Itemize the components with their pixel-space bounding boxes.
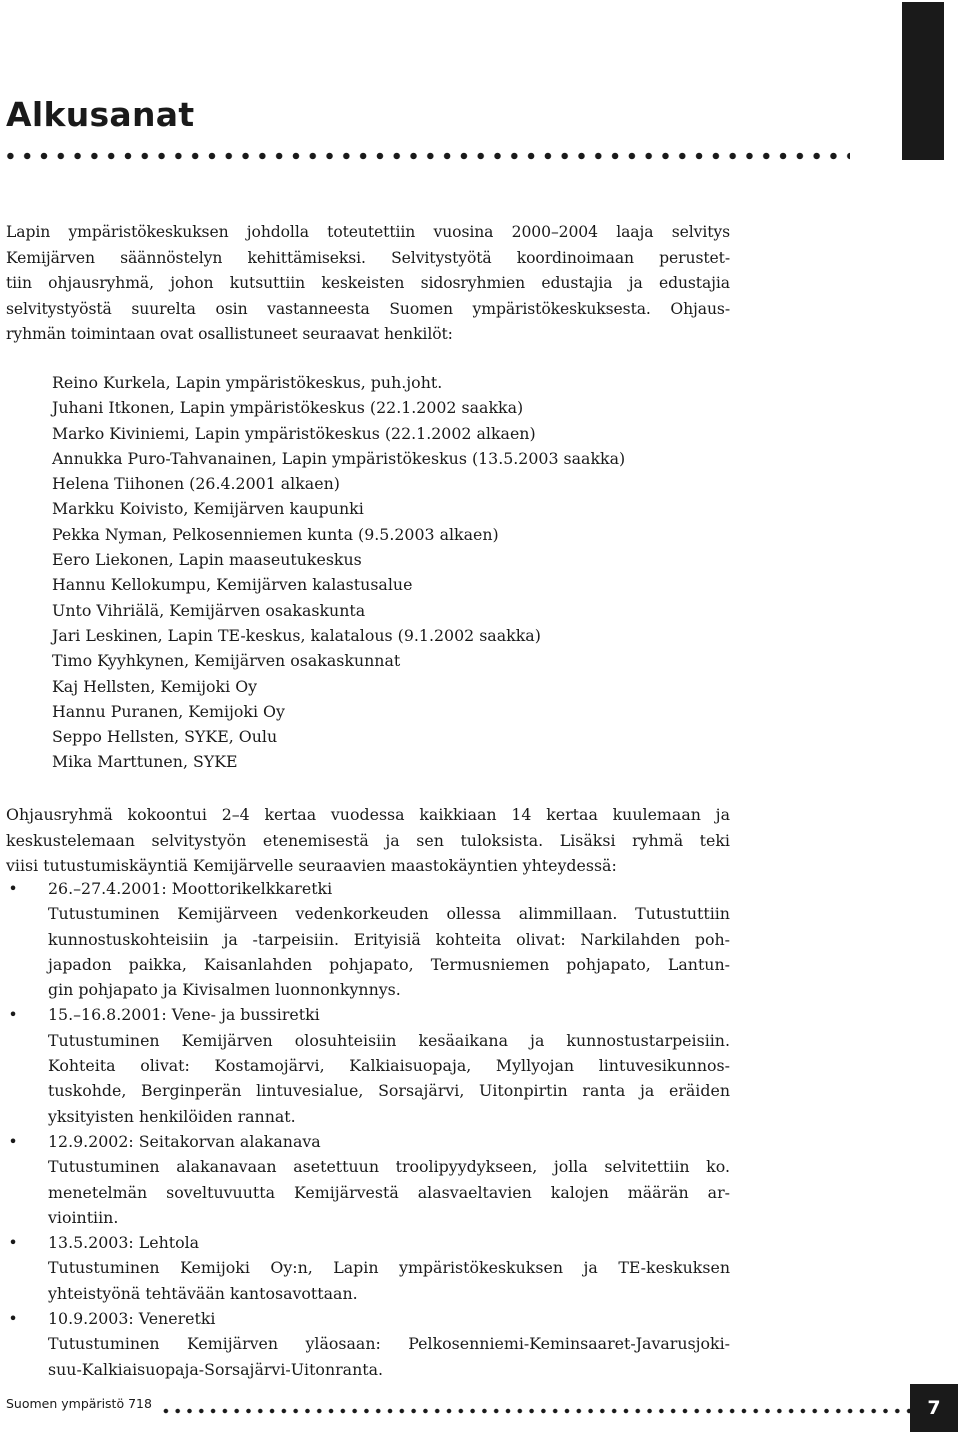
summary-line: keskustelemaan selvitystyön etenemisestä ja sen tuloksista. Lisäksi ryhmä teki	[6, 830, 730, 850]
visit-description-line: Tutustuminen Kemijärveen vedenkorkeuden ollessa alimmillaan. Tutustuttiin	[48, 904, 730, 924]
member-item: Reino Kurkela, Lapin ympäristökeskus, puh.joht.	[52, 373, 443, 392]
visit-description-line: yhteistyönä tehtävään kantosavottaan.	[48, 1283, 358, 1303]
summary-line: viisi tutustumiskäyntiä Kemijärvelle seuraavien maastokäyntien yhteydessä:	[6, 856, 617, 875]
member-item: Annukka Puro-Tahvanainen, Lapin ympäristökeskus (13.5.2003 saakka)	[52, 448, 626, 468]
intro-line: ryhmän toimintaan ovat osallistuneet seuraavat henkilöt:	[6, 325, 453, 343]
intro-line: Kemijärven säännöstelyn kehittämiseksi. Selvitystyötä koordinoimaan perustet-	[6, 248, 730, 267]
member-item: Timo Kyyhkynen, Kemijärven osakaskunnat	[52, 651, 401, 671]
steering-group-member-list	[52, 370, 625, 775]
field-visit-item	[6, 1230, 730, 1306]
page-number: 7	[927, 1397, 941, 1419]
visit-description-line: menetelmän soveltuvuutta Kemijärvestä alasvaeltavien kalojen määrän ar-	[48, 1182, 730, 1202]
member-item: Hannu Puranen, Kemijoki Oy	[52, 701, 285, 721]
meetings-paragraph	[6, 802, 730, 879]
member-item: Juhani Itkonen, Lapin ympäristökeskus (22.1.2002 saakka)	[52, 398, 524, 418]
visit-description-line: yksityisten henkilöiden rannat.	[48, 1106, 296, 1126]
visit-title: 26.–27.4.2001: Moottorikelkkaretki	[48, 879, 333, 898]
field-visit-list	[6, 876, 730, 1382]
member-item: Pekka Nyman, Pelkosenniemen kunta (9.5.2003 alkaen)	[52, 524, 499, 544]
visit-description-line: kunnostuskohteisiin ja -tarpeisiin. Erityisiä kohteita olivat: Narkilahden poh-	[48, 929, 730, 949]
visit-title: 12.9.2002: Seitakorvan alakanava	[48, 1131, 321, 1151]
visit-title: 13.5.2003: Lehtola	[48, 1233, 200, 1253]
member-item: Seppo Hellsten, SYKE, Oulu	[52, 727, 278, 747]
visit-title: 10.9.2003: Veneretki	[48, 1309, 216, 1329]
visit-title: 15.–16.8.2001: Vene- ja bussiretki	[48, 1005, 320, 1025]
visit-description-line: viointiin.	[48, 1207, 119, 1227]
field-visit-item	[6, 876, 730, 1002]
member-item: Hannu Kellokumpu, Kemijärven kalastusalue	[52, 575, 413, 595]
visit-description-line: japadon paikka, Kaisanlahden pohjapato, Termusniemen pohjapato, Lantun-	[48, 954, 730, 974]
page-heading: Alkusanat	[6, 95, 195, 134]
member-item: Jari Leskinen, Lapin TE-keskus, kalatalous (9.1.2002 saakka)	[52, 625, 541, 645]
visit-description-line: gin pohjapato ja Kivisalmen luonnonkynnys.	[48, 980, 401, 1000]
bullet-icon: •	[8, 879, 18, 898]
intro-line: selvitystyöstä suurelta osin vastanneesta Suomen ympäristökeskuksesta. Ohjaus-	[6, 299, 730, 318]
bullet-icon: •	[8, 1233, 18, 1253]
footer-publication-name: Suomen ympäristö 718	[6, 1396, 152, 1411]
footer-dotted-rule	[160, 1408, 910, 1414]
visit-description-line: Tutustuminen alakanavaan asetettuun troolipyydykseen, jolla selvitettiin ko.	[48, 1157, 730, 1177]
visit-description-line: tuskohde, Berginperän lintuvesialue, Sorsajärvi, Uitonpirtin ranta ja eräiden	[48, 1081, 730, 1101]
visit-description-line: Tutustuminen Kemijärven yläosaan: Pelkosenniemi-Keminsaaret-Javarusjoki-	[48, 1334, 730, 1354]
section-tab-marker	[902, 2, 944, 160]
field-visit-item	[6, 1306, 730, 1382]
page-number-badge	[910, 1384, 958, 1432]
member-item: Unto Vihriälä, Kemijärven osakaskunta	[52, 600, 366, 620]
field-visit-item	[6, 1002, 730, 1128]
member-item: Kaj Hellsten, Kemijoki Oy	[52, 676, 258, 696]
bullet-icon: •	[8, 1005, 18, 1025]
member-item: Helena Tiihonen (26.4.2001 alkaen)	[52, 474, 340, 494]
intro-line: Lapin ympäristökeskuksen johdolla toteutettiin vuosina 2000–2004 laaja selvitys	[6, 223, 730, 241]
member-item: Markku Koivisto, Kemijärven kaupunki	[52, 499, 364, 519]
heading-dotted-rule	[2, 152, 850, 160]
bullet-icon: •	[8, 1131, 18, 1151]
bullet-icon: •	[8, 1309, 18, 1329]
member-item: Mika Marttunen, SYKE	[52, 752, 238, 772]
member-item: Marko Kiviniemi, Lapin ympäristökeskus (22.1.2002 alkaen)	[52, 423, 536, 443]
intro-line: tiin ohjausryhmä, johon kutsuttiin keskeisten sidosryhmien edustajia ja edustajia	[6, 274, 730, 292]
visit-description-line: Tutustuminen Kemijärven olosuhteisiin kesäaikana ja kunnostustarpeisiin.	[48, 1030, 730, 1050]
visit-description-line: Kohteita olivat: Kostamojärvi, Kalkiaisuopaja, Myllyojan lintuvesikunnos-	[48, 1056, 730, 1076]
field-visit-item	[6, 1129, 730, 1230]
visit-description-line: suu-Kalkiaisuopaja-Sorsajärvi-Uitonranta.	[48, 1359, 384, 1379]
member-item: Eero Liekonen, Lapin maaseutukeskus	[52, 550, 362, 570]
intro-paragraph	[6, 220, 730, 348]
summary-line: Ohjausryhmä kokoontui 2–4 kertaa vuodessa kaikkiaan 14 kertaa kuulemaan ja	[6, 805, 730, 824]
visit-description-line: Tutustuminen Kemijoki Oy:n, Lapin ympäristökeskuksen ja TE-keskuksen	[48, 1258, 730, 1278]
